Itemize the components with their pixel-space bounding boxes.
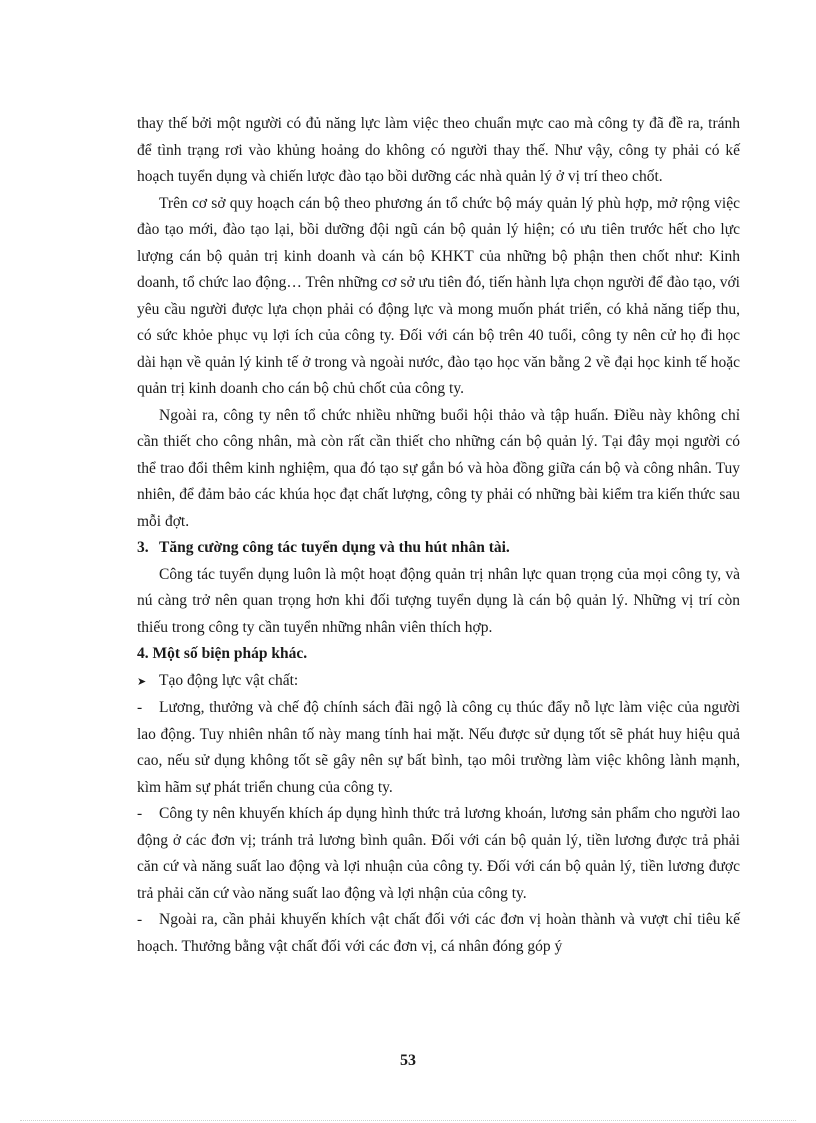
section-4-heading: 4. Một số biện pháp khác. [137,645,308,662]
dash-item-text: Lương, thưởng và chế độ chính sách đãi ngộ là công cụ thúc đẩy nỗ lực làm việc của người lao động. Tuy nhiên nhân tố này mang tính hai mặt. Nếu được sử dụng tốt sẽ phát huy hiệu quả cao, nếu sử dụng không tốt sẽ gây nên sự bất bình, tạo môi trường làm việc không lành mạnh, kìm hãm sự phát triển chung của công ty. [137,699,740,796]
document-body [137,111,740,960]
section-3-title: Tăng cường công tác tuyển dụng và thu hút nhân tài. [159,539,510,556]
page-number: 53 [400,1052,416,1069]
dash-marker: - [137,805,143,822]
section-3-body: Công tác tuyển dụng luôn là một hoạt động quản trị nhân lực quan trọng của mọi công ty, và nú càng trở nên quan trọng hơn khi đối tượng tuyển dụng là cán bộ quản lý. Những vị trí còn thiếu trong công ty cần tuyển những nhân viên thích hợp. [137,565,740,636]
paragraph-continuation: thay thế bởi một người có đủ năng lực làm việc theo chuẩn mực cao mà công ty đã đề ra, tránh để tình trạng rơi vào khủng hoảng do không có người thay thế. Như vậy, công ty phải có kế hoạch tuyển dụng và chiến lược đào tạo bồi dưỡng các nhà quản lý ở vị trí theo chốt. [137,115,740,185]
section-3-number: 3. [137,539,149,556]
arrow-bullet-icon: ➤ [137,674,147,688]
dash-item-text: Ngoài ra, cần phải khuyến khích vật chất đối với các đơn vị hoàn thành và vượt chỉ tiêu kế hoạch. Thưởng bằng vật chất đối với các đơn vị, cá nhân đóng góp ý [137,911,740,955]
dash-marker: - [137,699,143,716]
dash-item-piece-wage [137,801,740,907]
dash-marker: - [137,911,143,928]
bullet-text: Tạo động lực vật chất: [159,671,299,689]
dash-item-text: Công ty nên khuyến khích áp dụng hình thức trả lương khoán, lương sản phẩm cho người lao động ở các đơn vị; tránh trả lương bình quân. Đối với cán bộ quản lý, tiền lương được trả phải căn cứ và năng suất lao động và lợi nhuận của công ty. Đối với cán bộ quản lý, tiền lương được trả phải căn cứ vào năng suất lao động và lợi nhận của công ty. [137,805,740,902]
bullet-item-material-motivation [137,668,740,696]
paragraph-workshops: Ngoài ra, công ty nên tổ chức nhiều những buổi hội thảo và tập huấn. Điều này không chỉ cần thiết cho công nhân, mà còn rất cần thiết cho những cán bộ quản lý. Tại đây mọi người có thể trao đổi thêm kinh nghiệm, qua đó tạo sự gắn bó và hòa đồng giữa cán bộ và công nhân. Tuy nhiên, để đảm bảo các khúa học đạt chất lượng, công ty phải có những bài kiểm tra kiến thức sau mỗi đợt. [137,406,740,530]
page-bottom-divider [20,1120,796,1121]
paragraph-training-plan: Trên cơ sở quy hoạch cán bộ theo phương án tổ chức bộ máy quản lý phù hợp, mở rộng việc đào tạo mới, đào tạo lại, bồi dưỡng đội ngũ cán bộ quản lý hiện; có ưu tiên trước hết cho lực lượng cán bộ quản trị kinh doanh và cán bộ KHKT của những bộ phận then chốt như: Kinh doanh, tổ chức lao động… Trên những cơ sở ưu tiên đó, tiến hành lựa chọn người để đào tạo, với yêu cầu người được lựa chọn phải có động lực và mong muốn phát triển, có khả năng tiếp thu, có sức khỏe phục vụ lợi ích của công ty. Đối với cán bộ trên 40 tuổi, công ty nên cử họ đi học dài hạn về quản lý kinh tế ở trong và ngoài nước, đào tạo học văn bằng 2 về đại học kinh tế hoặc quản trị kinh doanh cho cán bộ chủ chốt của công ty. [137,194,740,397]
dash-item-salary [137,695,740,801]
dash-item-rewards [137,907,740,960]
section-3-heading [137,535,740,562]
